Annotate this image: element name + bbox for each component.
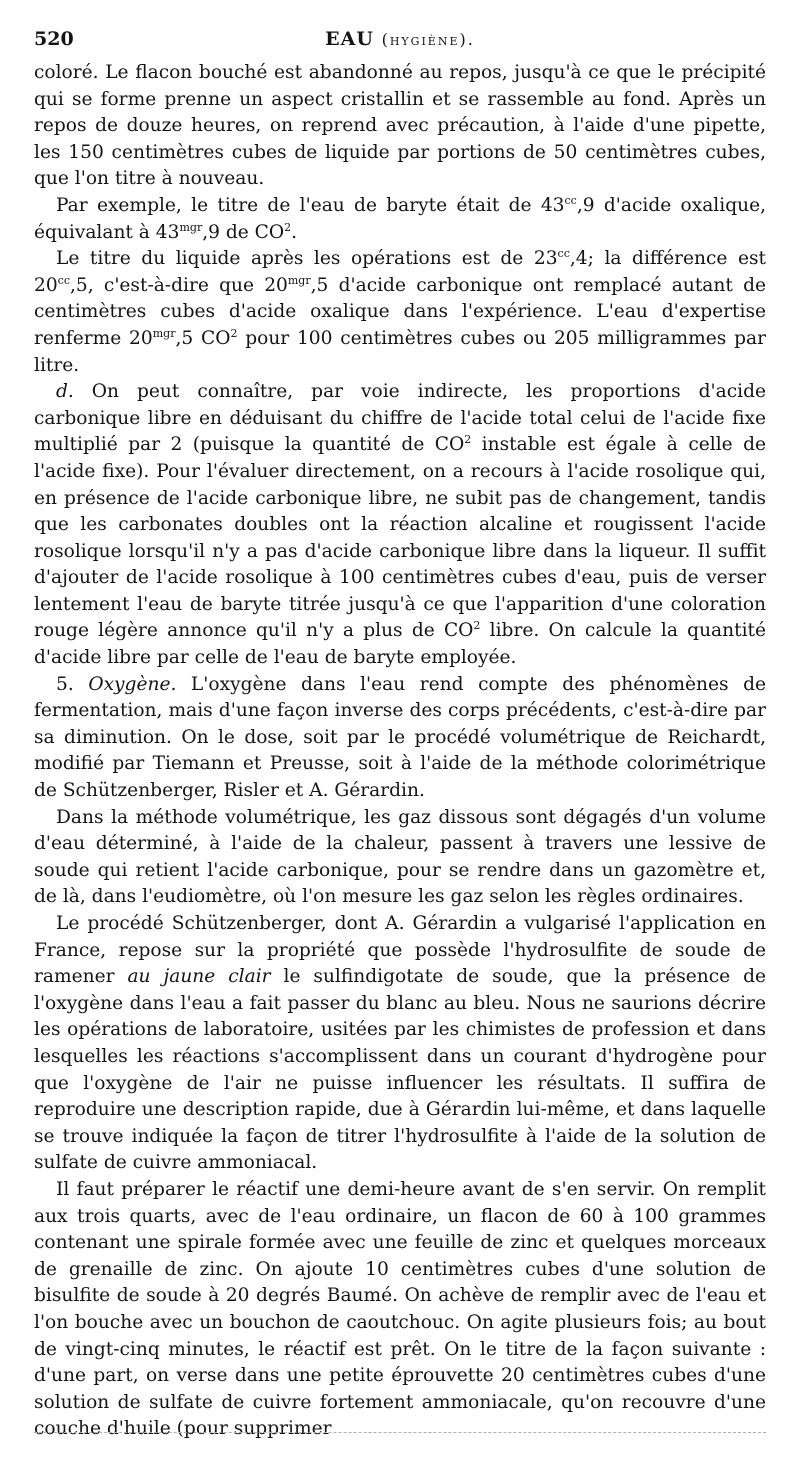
- body-text: [34, 60, 766, 1443]
- page: [34, 26, 766, 1443]
- paragraph: Le procédé Schützenberger, dont A. Gérardin a vulgarisé l'application en France, repose sur la propriété que possède l'hydrosulfite de soude de ramener au jaune clair le sulfindigotate de soude, que la présence de l'oxygène dans l'eau a fait passer du blanc au bleu. Nous ne saurions décrire les opérations de laboratoire, usitées par les chimistes de profession et dans lesquelles les réactions s'accomplissent dans un courant d'hydrogène pour que l'oxygène de l'air ne puisse influencer les résultats. Il suffira de reproduire une description rapide, due à Gérardin lui-même, et dans laquelle se trouve indiquée la façon de titrer l'hydrosulfite à l'aide de la solution de sulfate de cuivre ammoniacal.: [34, 913, 767, 1174]
- section-label: d.: [56, 381, 74, 403]
- paragraph: coloré. Le flacon bouché est abandonné au repos, jusqu'à ce que le précipité qui se forme prenne un aspect cristallin et se rassemble au fond. Après un repos de douze heures, on reprend avec précaution, à l'aide d'une pipette, les 150 centimètres cubes de liquide par portions de 50 centimètres cubes, que l'on titre à nouveau.: [34, 62, 766, 190]
- paragraph: d. On peut connaître, par voie indirecte, les proportions d'acide carbonique libre en déduisant du chiffre de l'acide total celui de l'acide fixe multiplié par 2 (puisque la quantité de $CO^2$ instable est égale à celle de l'acide fixe). Pour l'évaluer directement, on a recours à l'acide rosolique qui, en présence de l'acide carbonique libre, ne subit pas de changement, tandis que les carbonates doubles ont la réaction alcaline et rougissent l'acide rosolique lorsqu'il n'y a pas d'acide carbonique libre dans la liqueur. Il suffit d'ajouter de l'acide rosolique à 100 centimètres cubes d'eau, puis de verser lentement l'eau de baryte titrée jusqu'à ce que l'apparition d'une coloration rouge légère annonce qu'il n'y a plus de $CO^2$ libre. On calcule la quantité d'acide libre par celle de l'eau de baryte employée.: [34, 381, 766, 669]
- paragraph: 5. Oxygène. L'oxygène dans l'eau rend compte des phénomènes de fermentation, mais d'une façon inverse des corps précédents, c'est-à-dire par sa diminution. On le dose, soit par le procédé volumétrique de Reichardt, modifié par Tiemann et Preusse, soit à l'aide de la méthode colorimétrique de Schützenberger, Risler et A. Gérardin.: [34, 673, 766, 802]
- section-number: 5.: [56, 673, 74, 695]
- paragraph: Par exemple, le titre de l'eau de baryte était de $43^{cc},9$ d'acide oxalique, équivalant à $43^{mgr},9$ de $CO^2$.: [34, 193, 766, 243]
- running-title-main: EAU: [325, 28, 374, 50]
- running-title: [34, 28, 766, 50]
- paragraph: Le titre du liquide après les opérations est de $23^{cc},4$; la différence est $20^{cc},5$, c'est-à-dire que $20^{mgr},5$ d'acide carbonique ont remplacé autant de centimètres cubes d'acide oxalique dans l'expérience. L'eau d'expertise renferme $20^{mgr},5$ $CO^2$ pour 100 centimètres cubes ou 205 milligrammes par litre.: [34, 247, 766, 376]
- paragraph: Il faut préparer le réactif une demi-heure avant de s'en servir. On remplit aux trois quarts, avec de l'eau ordinaire, un flacon de 60 à 100 grammes contenant une spirale formée avec une feuille de zinc et quelques morceaux de grenaille de zinc. On ajoute 10 centimètres cubes d'une solution de bisulfite de soude à 20 degrés Baumé. On achève de remplir avec de l'eau et l'on bouche avec un bouchon de caoutchouc. On agite plusieurs fois; au bout de vingt-cinq minutes, le réactif est prêt. On le titre de la façon suivante : d'une part, on verse dans une petite éprouvette 20 centimètres cubes d'une solution de sulfate de cuivre fortement ammoniacale, qu'on recouvre d'une couche d'huile (pour supprimer: [34, 1178, 766, 1440]
- section-heading: Oxygène.: [88, 673, 177, 695]
- page-number: 520: [34, 28, 74, 50]
- paragraph: Dans la méthode volumétrique, les gaz dissous sont dégagés d'un volume d'eau déterminé, à l'aide de la chaleur, passent à travers une lessive de soude qui retient l'acide carbonique, pour se rendre dans un gazomètre et, de là, dans l'eudiomètre, où l'on mesure les gaz selon les règles ordinaires.: [34, 806, 766, 908]
- running-head: [34, 26, 766, 60]
- running-title-sub: (hygiène).: [381, 30, 475, 49]
- bottom-rule: [34, 1432, 766, 1433]
